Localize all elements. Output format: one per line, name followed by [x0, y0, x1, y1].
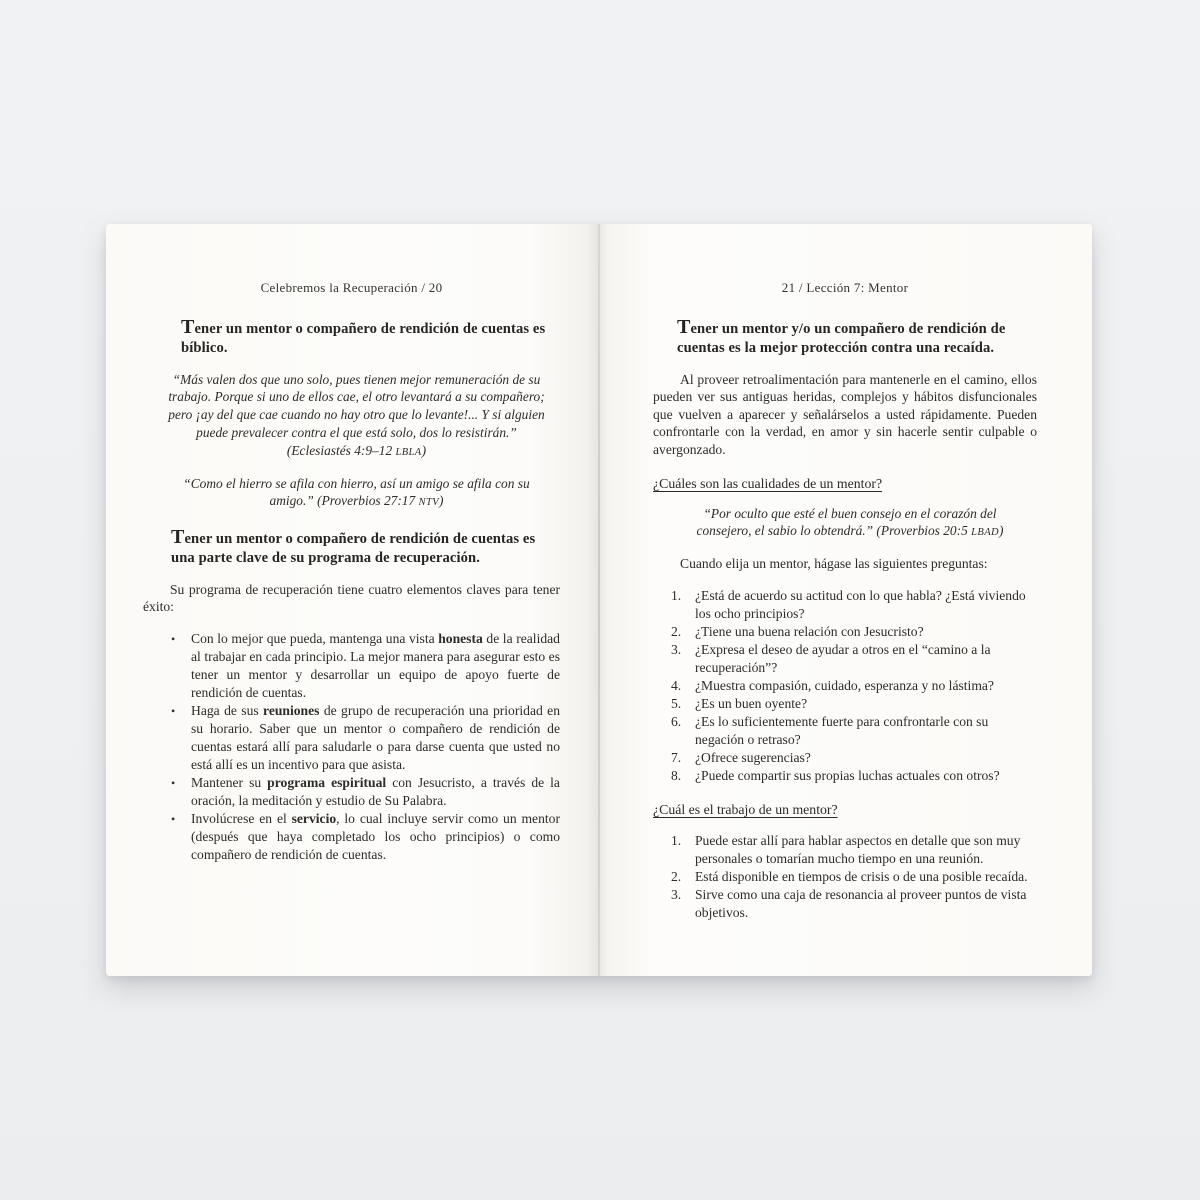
bible-version-abbr: NTV	[418, 497, 440, 509]
citation-close: )	[421, 442, 427, 458]
item-number: 1.	[671, 832, 682, 848]
item-text-post: de la realidad al trabajar en cada principio. La mejor manera para asegurar esto es tener un mentor y desarrollar un equipo de apoyo fuerte de rendición de cuentas.	[191, 630, 560, 700]
item-number: 5.	[671, 695, 682, 711]
item-number: 7.	[671, 749, 682, 765]
list-item-text	[191, 810, 560, 864]
quote-citation	[287, 443, 426, 458]
citation-close: )	[439, 493, 444, 509]
list-item-text: Sirve como una caja de resonancia al proveer puntos de vista objetivos.	[695, 886, 1027, 920]
book-page-right	[599, 224, 1092, 976]
list-item	[671, 623, 1037, 641]
list-item-text: ¿Expresa el deseo de ayudar a otros en el “camino a la recuperación”?	[695, 641, 991, 675]
list-item-text: ¿Está de acuerdo su actitud con lo que habla? ¿Está viviendo los ocho principios?	[695, 587, 1026, 621]
bullet-icon: •	[171, 703, 176, 718]
item-text-pre: Mantener su	[191, 774, 268, 790]
mentor-job-list	[671, 832, 1037, 922]
heading-protection-relapse: Tener un mentor y/o un compañero de rendición de cuentas es la mejor protección contra una recaída.	[677, 316, 1006, 356]
mentor-qualities-list	[671, 587, 1037, 785]
list-item	[671, 641, 1037, 677]
list-item	[671, 587, 1037, 623]
item-number: 3.	[671, 641, 682, 657]
item-text-bold: programa espiritual	[267, 774, 387, 790]
item-text-post: con Jesucristo, a través de la oración, la meditación y estudio de Su Palabra.	[191, 774, 560, 808]
list-item	[671, 695, 1037, 713]
item-number: 8.	[671, 767, 682, 783]
list-item-text	[191, 630, 560, 702]
item-number: 4.	[671, 677, 682, 693]
list-item	[671, 767, 1037, 785]
list-item	[671, 749, 1037, 767]
citation-reference: (Proverbios 20:5	[873, 523, 972, 539]
bible-version-abbr: LBLA	[395, 446, 422, 458]
item-number: 2.	[671, 868, 682, 884]
list-item	[171, 630, 560, 702]
list-item	[171, 702, 560, 774]
list-item	[671, 677, 1037, 695]
bullet-icon: •	[171, 631, 176, 646]
list-item	[171, 774, 560, 810]
bullet-icon: •	[171, 811, 176, 826]
list-item	[671, 886, 1037, 922]
list-item	[171, 810, 560, 864]
item-number: 3.	[671, 886, 682, 902]
heading-program-key-part: Tener un mentor o compañero de rendición de cuentas es una parte clave de su programa de recuperación.	[171, 526, 536, 566]
list-item-text: Está disponible en tiempos de crisis o de una posible recaída.	[695, 868, 1028, 884]
item-number: 1.	[671, 587, 682, 603]
scripture-quote-ecclesiastes	[165, 371, 548, 462]
open-book	[106, 224, 1092, 976]
item-text-bold: honesta	[438, 630, 483, 646]
item-number: 2.	[671, 623, 682, 639]
intro-paragraph: Su programa de recuperación tiene cuatro elementos claves para tener éxito:	[143, 581, 560, 615]
book-page-left	[106, 224, 599, 976]
list-item	[671, 868, 1037, 886]
quote-text: “Como el hierro se afila con hierro, así un amigo se afila con su amigo.”	[183, 475, 530, 509]
quote-text: “Más valen dos que uno solo, pues tienen mejor remuneración de su trabajo. Porque si uno de ellos cae, el otro levantará a su compañero; pero ¡ay del que cae cuando no hay otro que lo levante!... Y si alguien puede prevalecer contra el que está solo, dos lo resistirán.”	[168, 371, 545, 440]
item-text-post: , lo cual incluye servir como un mentor (después que haya completado los ocho principios) o como compañero de rendición de cuentas.	[191, 810, 560, 862]
subheading-mentor-qualities: ¿Cuáles son las cualidades de un mentor?	[653, 475, 883, 491]
book-spine-gutter	[598, 224, 600, 976]
quote-citation	[314, 493, 444, 508]
list-item-text: Puede estar allí para hablar aspectos en detalle que son muy personales o tomarían mucho tiempo en una reunión.	[695, 832, 1021, 866]
item-number: 6.	[671, 713, 682, 729]
list-item-text	[191, 702, 560, 774]
citation-reference: (Proverbios 27:17	[313, 493, 419, 509]
item-text-pre: Involúcrese en el	[191, 810, 292, 826]
choose-mentor-paragraph: Cuando elija un mentor, hágase las siguientes preguntas:	[680, 556, 988, 572]
citation-close: )	[999, 523, 1004, 539]
item-text-pre: Haga de sus	[191, 702, 264, 718]
item-text-post: de grupo de recuperación una prioridad en su horario. Saber que un mentor o compañero de rendición de cuentas estará allí para saludarle o para darse cuenta que usted no está allí es un incentivo para que asista.	[191, 702, 560, 772]
list-item-text: ¿Tiene una buena relación con Jesucristo?	[695, 623, 924, 639]
list-item-text: ¿Muestra compasión, cuidado, esperanza y no lástima?	[695, 677, 994, 693]
list-item-text: ¿Es un buen oyente?	[695, 695, 808, 711]
list-item-text: ¿Ofrece sugerencias?	[695, 749, 811, 765]
running-head-right: 21 / Lección 7: Mentor	[781, 280, 909, 295]
item-text-bold: reuniones	[263, 702, 320, 718]
list-item	[671, 713, 1037, 749]
key-elements-list	[171, 630, 560, 864]
running-head-left: Celebremos la Recuperación / 20	[260, 280, 443, 295]
item-text-pre: Con lo mejor que pueda, mantenga una vista	[191, 630, 439, 646]
quote-citation	[873, 523, 1003, 538]
list-item-text: ¿Es lo suficientemente fuerte para confrontarle con su negación o retraso?	[695, 713, 989, 747]
feedback-paragraph: Al proveer retroalimentación para mantenerle en el camino, ellos pueden ver sus antiguas heridas, complejos y hábitos disfuncionales que vuelven a aparecer y señalárselos a usted rápidamente. Pueden confrontarle con la verdad, en amor y sin hacerle sentir culpable o avergonzado.	[653, 371, 1037, 457]
item-text-bold: servicio	[291, 810, 337, 826]
list-item-text: ¿Puede compartir sus propias luchas actuales con otros?	[695, 767, 1000, 783]
scripture-quote-proverbs-20	[675, 505, 1025, 543]
list-item	[671, 832, 1037, 868]
bible-version-abbr: LBAD	[971, 527, 999, 539]
scripture-quote-proverbs-27	[165, 475, 548, 513]
citation-reference: (Eclesiastés 4:9–12	[286, 442, 396, 458]
quote-text: “Por oculto que esté el buen consejo en el corazón del consejero, el sabio lo obtendrá.”	[696, 505, 997, 539]
subheading-mentor-job: ¿Cuál es el trabajo de un mentor?	[653, 801, 838, 817]
list-item-text	[191, 774, 560, 810]
heading-mentor-biblical: Tener un mentor o compañero de rendición de cuentas es bíblico.	[181, 316, 546, 356]
bullet-icon: •	[171, 775, 176, 790]
